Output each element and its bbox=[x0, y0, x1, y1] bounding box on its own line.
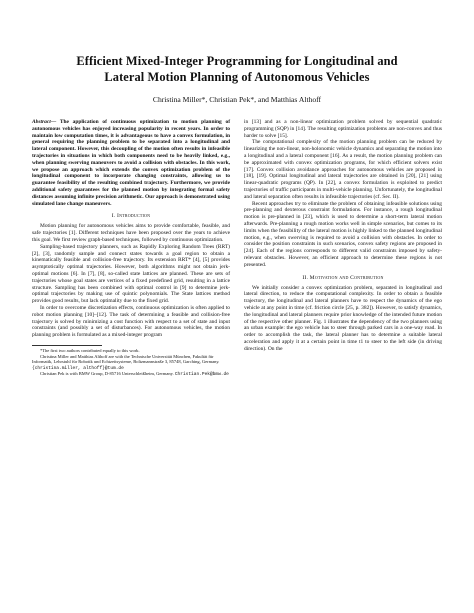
abstract-body: The application of continuous optimization to motion planning of autonomous vehicles has enjoyed increasing popularity in recent years. In order to maintain low computation times, it is advantageous to have a convex formulation, in general requiring the planning problem to be separated into a longitudinal and lateral component. However, this decoupling of the motion often results in infeasible trajectories in situations in which both components need to be heavily linked, e.g., when planning swerving maneuvers to avoid a collision with obstacles. In this work, we propose an approach which extends the convex optimization problem of the longitudinal component to incorporate changing constraints, allowing us to guarantee feasibility of the resulting combined trajectory. Furthermore, we provide additional safety guarantees for the planned motion by integrating formal safety distances assuming infinite precision arithmetic. Our approach is demonstrated using simulated lane change maneuvers. bbox=[32, 119, 230, 207]
footnote-email-bmw[interactable]: Christian.Pek@bmw.de bbox=[174, 372, 229, 378]
section-heading-introduction: I. Introduction bbox=[111, 213, 151, 220]
abstract bbox=[32, 119, 230, 207]
motivation-paragraph-1: We initially consider a convex optimization problem, separated in longitudinal and lateral direction, to reduce the computational complexity. In order to obtain a feasible trajectory, the longitudinal and lateral planners have to respect the dynamics of the ego vehicle at any point in time (cf. friction circle [25, p. 382]). However, to satisfy dynamics, the longitudinal and lateral planners require prior knowledge of the intended future motion of the respective other planner. Fig. 1 illustrates the dependency of the two planners using an urban example: the ego vehicle has to steer through parked cars in a one-way road. In order to accomplish the task, the lateral planner has to determine a suitable lateral acceleration and apply it at a certain point in time t1 to steer to the left side (in driving direction). On the bbox=[244, 284, 442, 352]
two-column-body bbox=[32, 119, 442, 378]
intro-paragraph-2: Sampling-based trajectory planners, such as Rapidly Exploring Random Trees (RRT) [2], [3], randomly sample and connect states towards a goal region to obtain a kinematically feasible and collision-free trajectory. Its extension RRT* [4], [5] provides asymptotically optimal trajectories. However, both algorithms might not obtain jerk-optimal motions [6]. In [7], [8], so-called state lattices are planned. These are sets of trajectories whose goal states are vertices of a fixed predefined grid, resulting in a lattice structure. Sampling has been combined with optimal control in [9] to determine jerk-optimal trajectories by making use of quintic polynomials. The State lattices method provides good results, but lack optimality due to the fixed grid. bbox=[32, 243, 230, 305]
footnote-affiliation-tum-text: Christina Miller and Matthias Althoff are with the Technische Universität München, Fakultät für Informatik, Lehrstuhl für Robotik und Echtzeitsysteme, Boltzmannstraße 3, 85748, Garching, Germany. bbox=[32, 353, 220, 365]
footnote-affiliation-tum bbox=[32, 354, 230, 372]
right-column bbox=[244, 119, 442, 353]
paper-title bbox=[32, 54, 442, 85]
title-line-1: Efficient Mixed-Integer Programming for Longitudinal and bbox=[76, 54, 398, 68]
intro-paragraph-5: The computational complexity of the motion planning problem can be reduced by linearizing the non-linear, non-holonomic vehicle dynamics and separating the motion into a longitudinal and a lateral component [16]. As a result, the motion planning problem can be approximated with convex optimization programs, for which efficient solvers exist [17]. Convex collision avoidance approaches for autonomous vehicles are proposed in [18], [19]. Optimal longitudinal and lateral trajectories are obtained in [20], [21] using linear-quadratic programs (QP). In [22], a convex formulation is exploited to predict trajectories of traffic participants in multi-vehicle planning. Unfortunately, the longitudinal and lateral separation often results in infeasible trajectories (cf. Sec. II). bbox=[244, 139, 442, 200]
intro-paragraph-4: in [13] and as a non-linear optimization problem solved by sequential quadratic programming (SQP) in [14]. The resulting optimization problems are non-convex and thus harder to solve [15]. bbox=[244, 119, 442, 139]
footnote-equal-contribution: *The first two authors contributed equally to this work. bbox=[40, 347, 140, 353]
title-line-2: Lateral Motion Planning of Autonomous Vehicles bbox=[104, 69, 370, 84]
left-column bbox=[32, 119, 230, 378]
intro-paragraph-1: Motion planning for autonomous vehicles aims to provide comfortable, feasible, and safe trajectories [1]. Different techniques have been proposed over the years to achieve this goal. We first review graph-based techniques, followed by continuous optimization. bbox=[32, 223, 230, 243]
footnote-affiliation-bmw-text: Christian Pek is with BMW Group, D-85716 Unterschleißheim, Germany. bbox=[40, 371, 174, 377]
footnote-affiliation-bmw bbox=[32, 371, 230, 378]
intro-paragraph-3: In order to overcome discretization effects, continuous optimization is often applied to robot motion planning [10]–[12]. The task of determining a feasible and collision-free trajectory is solved by minimizing a cost function with respect to a set of state and input constraints (and possibly a set of disturbances). For autonomous vehicles, the motion planning problem is formulated as a mixed-integer program bbox=[32, 304, 230, 339]
footnote-email-tum[interactable]: {christina.miller, althoff}@tum.de bbox=[32, 365, 124, 371]
section-heading-motivation: II. Motivation and Contribution bbox=[302, 274, 384, 281]
intro-paragraph-6: Recent approaches try to eliminate the problem of obtaining infeasible solutions using pre-planning and dexterous constraint formulations. For instance, a rough longitudinal motion is pre-planned in [23], which is used to determine a short-term lateral motion afterwards. Pre-planning a rough motion works well in simple scenarios, but comes to its limits when the feasibility of the lateral motion is highly linked to the planned longitudinal motion, e.g., when swerving is required to avoid a collision with obstacles. In order to consider the position constraints in such scenarios, convex safety regions are proposed in [24]. Each of the regions corresponds to different valid constraints imposed by safety-relevant obstacles. However, an efficient approach to determine these regions is not presented. bbox=[244, 200, 442, 268]
author-list: Christina Miller*, Christian Pek*, and Matthias Althoff bbox=[152, 95, 322, 104]
footnote-divider bbox=[32, 345, 102, 346]
abstract-lead: Abstract— bbox=[32, 119, 57, 125]
